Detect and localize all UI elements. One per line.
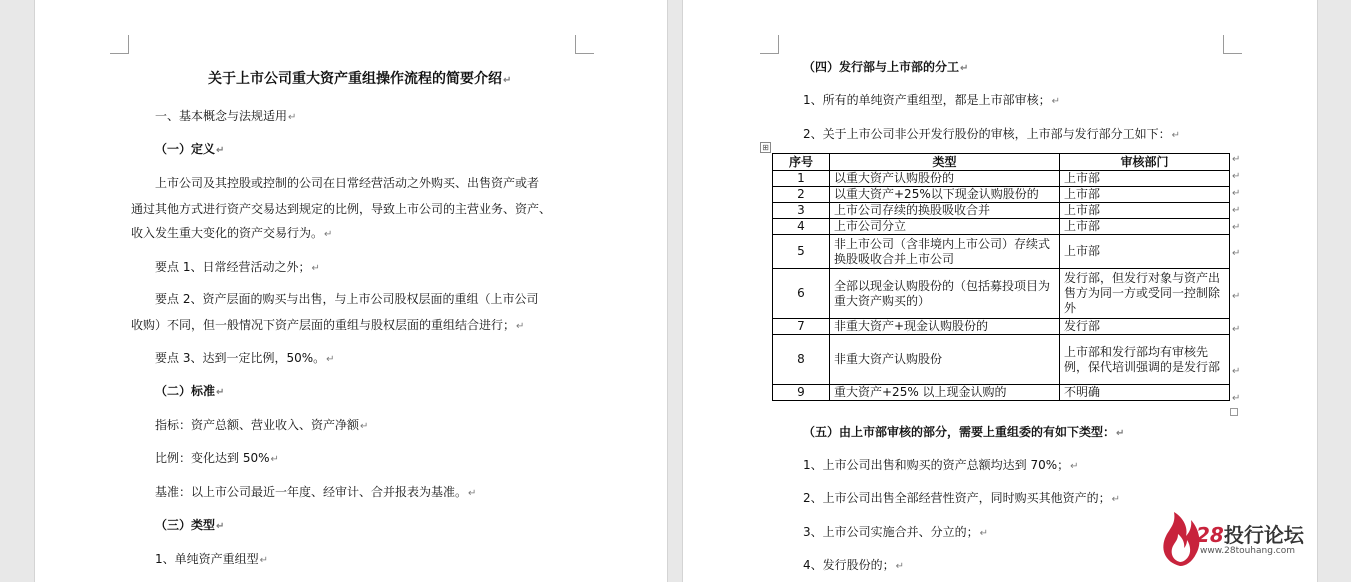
definition-line: 上市公司及其控股或控制的公司在日常经营活动之外购买、出售资产或者 (155, 176, 540, 190)
crop-mark-top-left (110, 35, 129, 54)
point-2-line: 要点 2、资产层面的购买与出售，与上市公司股权层面的重组（上市公司 (155, 292, 539, 306)
list-item[interactable]: 4、发行股份的；↵ (803, 558, 905, 572)
paragraph-mark-icon: ↵ (216, 521, 225, 532)
item-1-line[interactable]: 1、所有的单纯资产重组型，都是上市部审核；↵ (803, 93, 1061, 107)
list-item[interactable]: 1、上市公司出售和购买的资产总额均达到 70%；↵ (803, 458, 1079, 472)
cell-dept[interactable]: 上市部 (1060, 219, 1230, 235)
type-1-line[interactable]: 1、单纯资产重组型↵ (155, 552, 269, 566)
paragraph-mark-icon: ↵ (1051, 96, 1061, 107)
definition-line: 通过其他方式进行资产交易达到规定的比例，导致上市公司的主营业务、资产、 (131, 202, 552, 216)
row-end-mark-icon: ↵ (1232, 188, 1241, 199)
cell-no[interactable]: 8 (773, 335, 830, 385)
row-end-mark-icon: ↵ (1232, 222, 1241, 233)
paragraph-mark-icon: ↵ (326, 354, 335, 365)
crop-mark-top-right (1223, 35, 1242, 54)
subheading-definition[interactable]: （一）定义↵ (155, 142, 225, 156)
cell-no[interactable]: 4 (773, 219, 830, 235)
cell-dept[interactable]: 上市部 (1060, 171, 1230, 187)
definition-line: 收入发生重大变化的资产交易行为。↵ (131, 226, 333, 240)
table-row[interactable] (773, 203, 1230, 219)
logo-number: 28 (1196, 523, 1224, 547)
table-move-handle-icon[interactable]: ⊞ (760, 142, 771, 153)
table-row[interactable] (773, 219, 1230, 235)
row-end-mark-icon: ↵ (1232, 366, 1241, 377)
cell-type[interactable]: 非上市公司（含非境内上市公司）存续式换股吸收合并上市公司 (830, 235, 1060, 269)
cell-dept[interactable]: 上市部 (1060, 203, 1230, 219)
paragraph-mark-icon: ↵ (360, 421, 369, 432)
table-resize-handle[interactable] (1230, 408, 1238, 416)
paragraph-mark-icon: ↵ (960, 63, 969, 74)
row-end-mark-icon: ↵ (1232, 324, 1241, 335)
row-end-mark-icon: ↵ (1232, 393, 1241, 404)
cell-type[interactable]: 非重大资产认购股份 (830, 335, 1060, 385)
paragraph-mark-icon: ↵ (1116, 428, 1125, 439)
table-row[interactable] (773, 235, 1230, 269)
paragraph-mark-icon: ↵ (503, 75, 512, 86)
paragraph-mark-icon: ↵ (1070, 461, 1079, 472)
table-row[interactable] (773, 269, 1230, 319)
list-item[interactable]: 3、上市公司实施合并、分立的；↵ (803, 525, 989, 539)
table-row[interactable] (773, 385, 1230, 401)
crop-mark-top-right (575, 35, 594, 54)
cell-no[interactable]: 7 (773, 319, 830, 335)
paragraph-mark-icon: ↵ (324, 229, 333, 240)
paragraph-mark-icon: ↵ (516, 321, 525, 332)
table-row[interactable] (773, 187, 1230, 203)
paragraph-mark-icon: ↵ (468, 488, 477, 499)
cell-type[interactable]: 非重大资产+现金认购股份的 (830, 319, 1060, 335)
cell-type[interactable]: 重大资产+25% 以上现金认购的 (830, 385, 1060, 401)
cell-no[interactable]: 9 (773, 385, 830, 401)
ratio-line[interactable]: 比例：变化达到 50%↵ (155, 451, 279, 465)
subheading-division[interactable]: （四）发行部与上市部的分工↵ (803, 60, 969, 74)
indicator-line[interactable]: 指标：资产总额、营业收入、资产净额↵ (155, 418, 369, 432)
point-1[interactable]: 要点 1、日常经营活动之外；↵ (155, 260, 320, 274)
item-2-line[interactable]: 2、关于上市公司非公开发行股份的审核，上市部与发行部分工如下：↵ (803, 127, 1181, 141)
paragraph-mark-icon: ↵ (311, 263, 320, 274)
logo-wordmark (1196, 519, 1304, 548)
table-row[interactable] (773, 171, 1230, 187)
cell-no[interactable]: 1 (773, 171, 830, 187)
document-page-2 (682, 0, 1318, 582)
paragraph-mark-icon: ↵ (216, 387, 225, 398)
cell-dept[interactable]: 上市部和发行部均有审核先例，保代培训强调的是发行部 (1060, 335, 1230, 385)
table-row[interactable] (773, 335, 1230, 385)
paragraph-mark-icon: ↵ (979, 528, 989, 539)
document-page-1 (34, 0, 668, 582)
cell-type[interactable]: 以重大资产+25%以下现金认购股份的 (830, 187, 1060, 203)
cell-dept[interactable]: 不明确 (1060, 385, 1230, 401)
row-end-mark-icon: ↵ (1232, 248, 1241, 259)
paragraph-mark-icon: ↵ (895, 561, 905, 572)
header-type: 类型 (830, 154, 1060, 171)
header-no: 序号 (773, 154, 830, 171)
review-department-table[interactable] (772, 153, 1230, 401)
logo-name: 投行论坛 (1223, 523, 1304, 547)
row-end-mark-icon: ↵ (1232, 205, 1241, 216)
crop-mark-top-left (760, 35, 779, 54)
subheading-standard[interactable]: （二）标准↵ (155, 384, 225, 398)
cell-dept[interactable]: 发行部 (1060, 319, 1230, 335)
point-3[interactable]: 要点 3、达到一定比例，50%。↵ (155, 351, 335, 365)
cell-type[interactable]: 以重大资产认购股份的 (830, 171, 1060, 187)
paragraph-mark-icon: ↵ (1171, 130, 1181, 141)
row-end-mark-icon: ↵ (1232, 171, 1241, 182)
table-row[interactable] (773, 319, 1230, 335)
paragraph-mark-icon: ↵ (270, 454, 279, 465)
cell-no[interactable]: 2 (773, 187, 830, 203)
cell-dept[interactable]: 上市部 (1060, 235, 1230, 269)
paragraph-mark-icon: ↵ (288, 112, 297, 123)
cell-no[interactable]: 3 (773, 203, 830, 219)
subheading-type[interactable]: （三）类型↵ (155, 518, 225, 532)
header-dept: 审核部门 (1060, 154, 1230, 171)
basis-line[interactable]: 基准：以上市公司最近一年度、经审计、合并报表为基准。↵ (155, 485, 477, 499)
cell-type[interactable]: 上市公司存续的换股吸收合并 (830, 203, 1060, 219)
cell-no[interactable]: 6 (773, 269, 830, 319)
paragraph-mark-icon: ↵ (1111, 494, 1121, 505)
row-end-mark-icon: ↵ (1232, 154, 1241, 165)
row-end-mark-icon: ↵ (1232, 291, 1241, 302)
point-2-line: 收购）不同，但一般情况下资产层面的重组与股权层面的重组结合进行；↵ (131, 318, 525, 332)
cell-dept[interactable]: 发行部，但发行对象与资产出售方为同一方或受同一控制除外 (1060, 269, 1230, 319)
subheading-listing-review[interactable]: （五）由上市部审核的部分，需要上重组委的有如下类型：↵ (803, 425, 1125, 439)
paragraph-mark-icon: ↵ (216, 145, 225, 156)
cell-type[interactable]: 上市公司分立 (830, 219, 1060, 235)
table-header-row (773, 154, 1230, 171)
section-heading-1[interactable]: 一、基本概念与法规适用↵ (155, 109, 297, 123)
cell-no[interactable]: 5 (773, 235, 830, 269)
logo-url: www.28touhang.com (1200, 546, 1296, 556)
paragraph-mark-icon: ↵ (259, 555, 269, 566)
list-item[interactable]: 2、上市公司出售全部经营性资产，同时购买其他资产的；↵ (803, 491, 1121, 505)
cell-dept[interactable]: 上市部 (1060, 187, 1230, 203)
cell-type[interactable]: 全部以现金认购股份的（包括募投项目为重大资产购买的） (830, 269, 1060, 319)
document-title[interactable]: 关于上市公司重大资产重组操作流程的简要介绍↵ (208, 71, 512, 87)
